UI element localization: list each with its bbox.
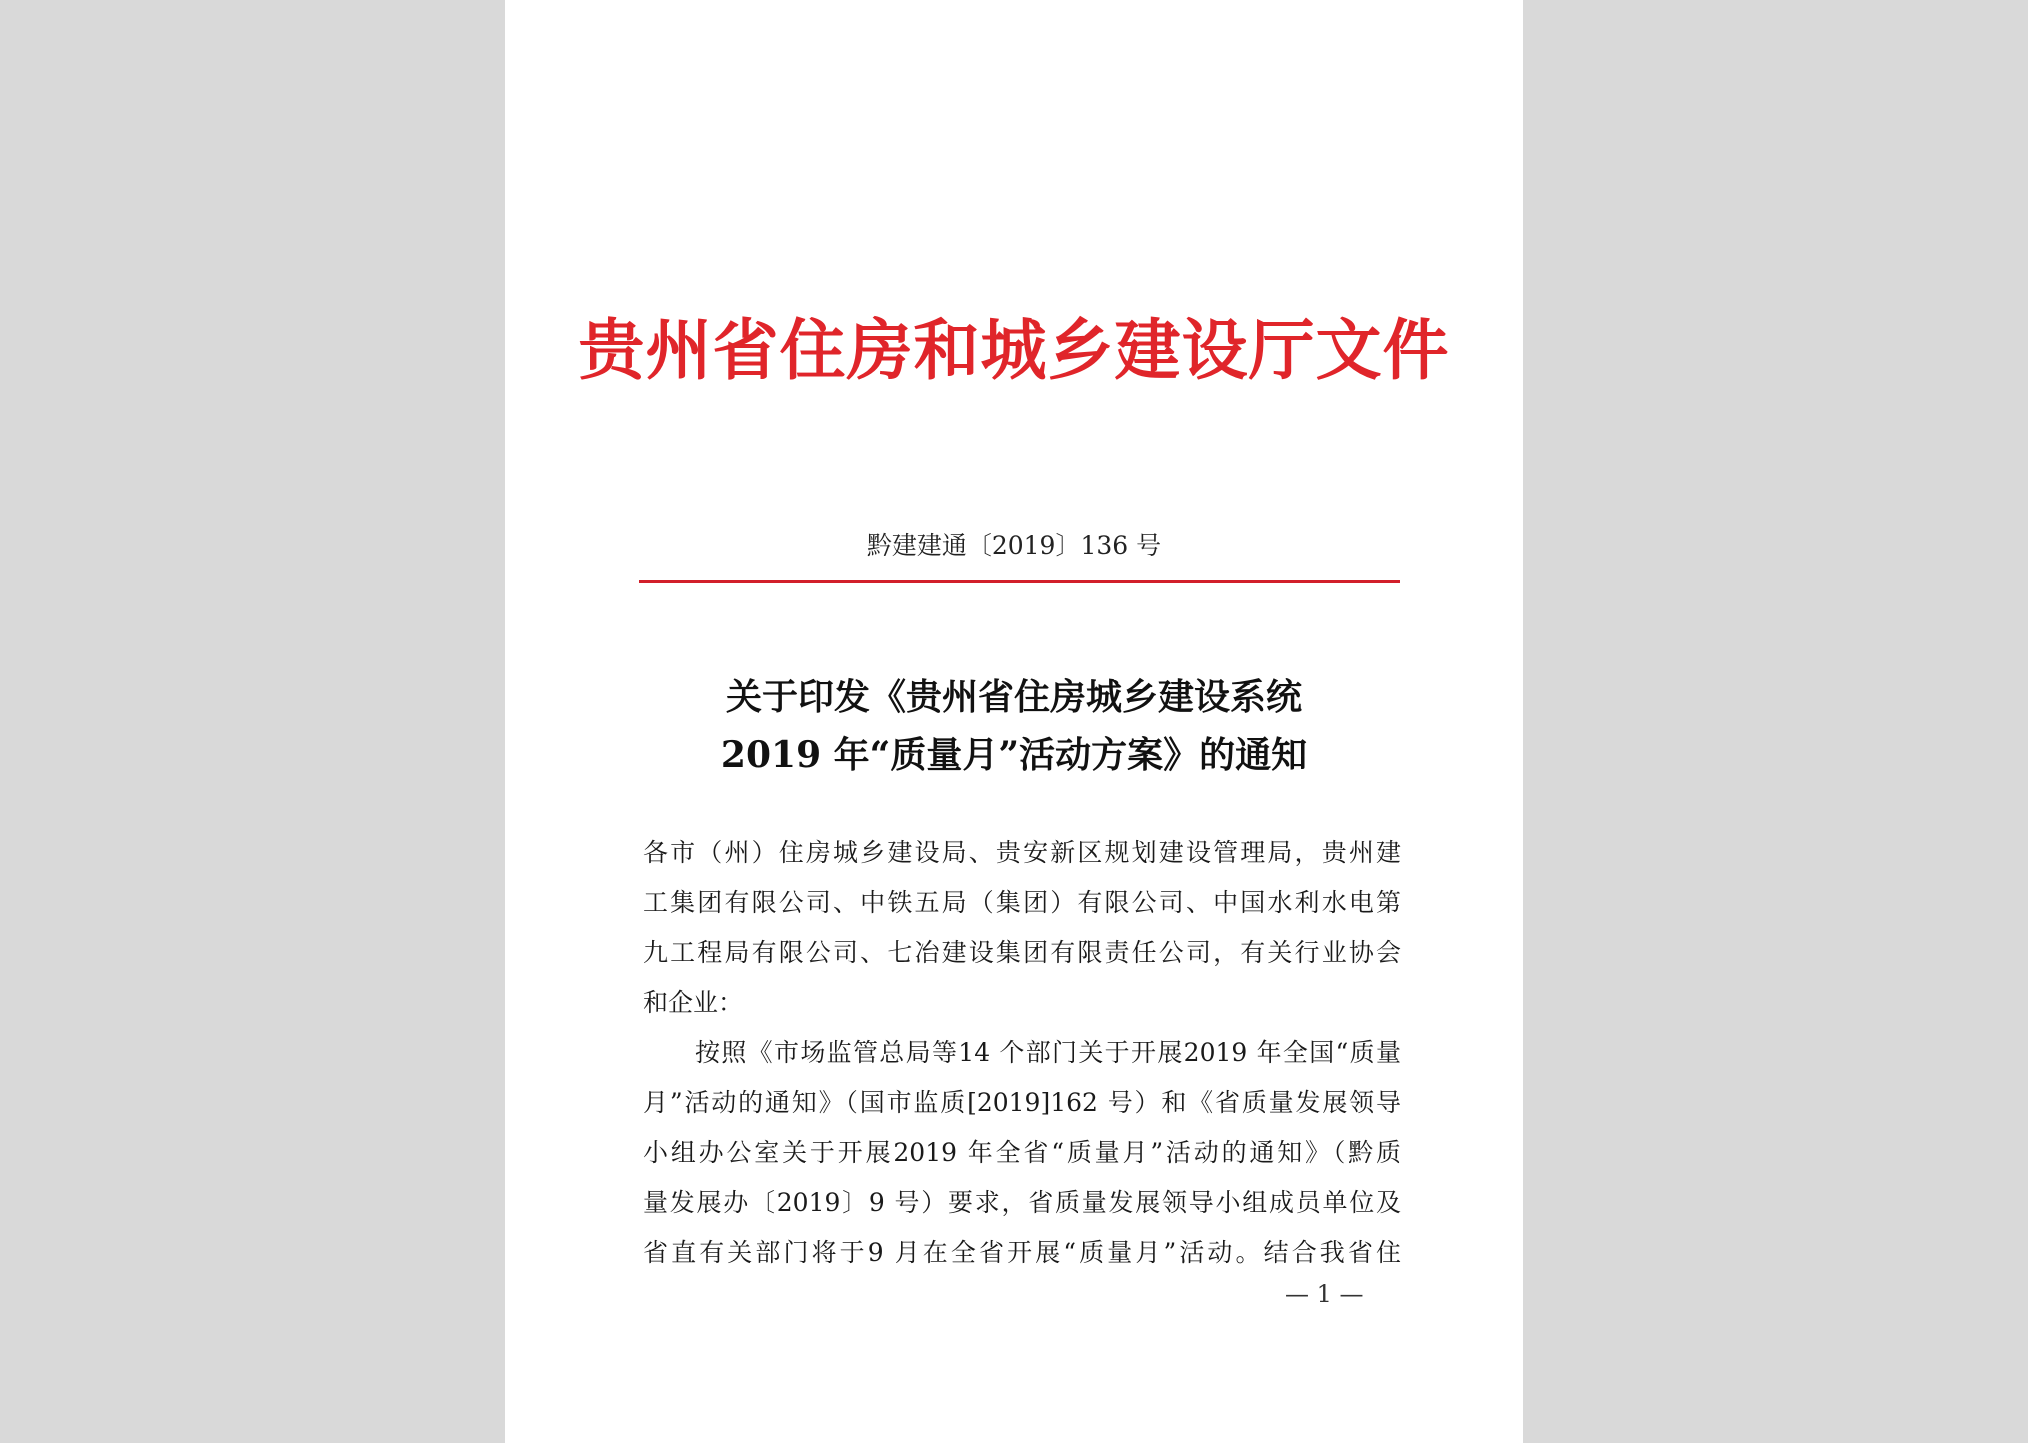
body-text [643, 828, 1401, 1278]
notice-title [505, 668, 1523, 784]
notice-title-line-2: 2019 年“质量月”活动方案》的通知 [720, 734, 1308, 776]
notice-title-line-1: 关于印发《贵州省住房城乡建设系统 [725, 676, 1302, 718]
body-line: 月”活动的通知》（国市监质[2019]162 号）和《省质量发展领导 [643, 1088, 1401, 1117]
body-line: 量发展办〔2019〕9 号）要求，省质量发展领导小组成员单位及 [643, 1188, 1401, 1217]
page-number: — 1 — [1285, 1280, 1364, 1308]
body-line: 按照《市场监管总局等14 个部门关于开展2019 年全国“质量 [695, 1038, 1401, 1067]
document-page [505, 0, 1523, 1443]
body-line: 工集团有限公司、中铁五局（集团）有限公司、中国水利水电第 [643, 888, 1401, 917]
body-line: 和企业： [643, 988, 744, 1017]
body-line: 九工程局有限公司、七冶建设集团有限责任公司，有关行业协会 [643, 938, 1401, 967]
body-line: 小组办公室关于开展2019 年全省“质量月”活动的通知》（黔质 [643, 1138, 1401, 1167]
issuer-title: 贵州省住房和城乡建设厅文件 [578, 312, 1450, 389]
red-divider-line [639, 580, 1400, 583]
body-line: 省直有关部门将于9 月在全省开展“质量月”活动。结合我省住 [643, 1238, 1401, 1267]
document-number: 黔建建通〔2019〕136 号 [866, 531, 1162, 560]
body-line: 各市（州）住房城乡建设局、贵安新区规划建设管理局，贵州建 [643, 838, 1401, 867]
